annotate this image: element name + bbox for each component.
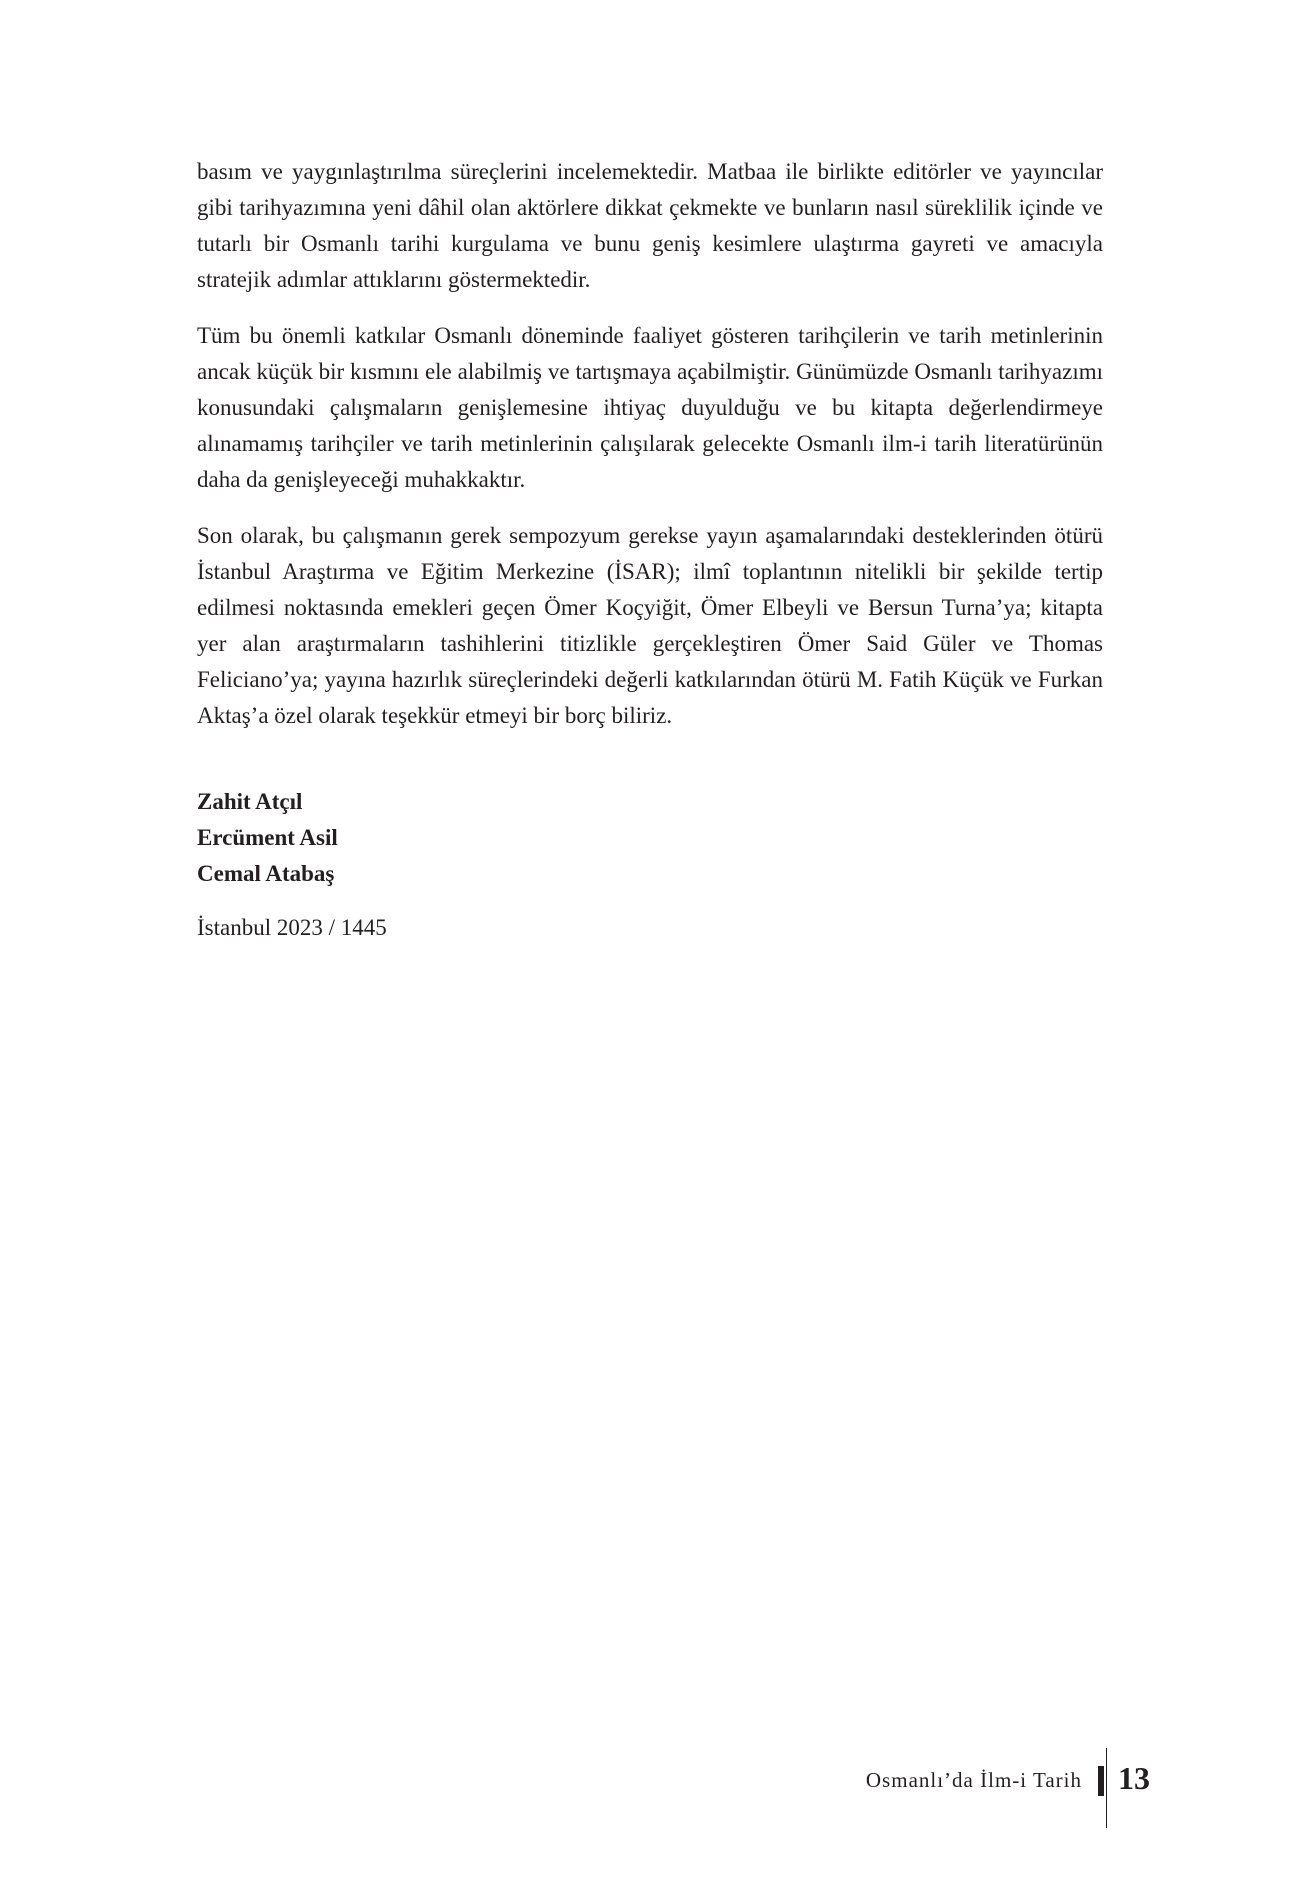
footer-divider	[1106, 1748, 1107, 1828]
place-date: İstanbul 2023 / 1445	[197, 915, 387, 940]
signature-name: Cemal Atabaş	[197, 861, 335, 886]
signature-name: Zahit Atçıl	[197, 789, 303, 814]
signature-block	[197, 784, 1103, 946]
page-footer	[0, 1748, 1300, 1828]
signature-name: Ercüment Asil	[197, 825, 338, 850]
footer-bar	[1098, 1766, 1104, 1796]
paragraph-1: basım ve yaygınlaştırılma süreçlerini incelemektedir. Matbaa ile birlikte editörler ve yayıncılar gibi tarihyazımına yeni dâhil olan aktörlere dikkat çekmekte ve bunların nasıl süreklilik içinde ve tutarlı bir Osmanlı tarihi kurgulama ve bunu geniş kesimlere ulaştırma gayreti ve amacıyla stratejik adımlar attıklarını göstermektedir.	[197, 159, 1103, 292]
running-title: Osmanlı’da İlm-i Tarih	[865, 1768, 1082, 1792]
page-number: 13	[1118, 1760, 1150, 1796]
paragraph-3: Son olarak, bu çalışmanın gerek sempozyum gerekse yayın aşamalarındaki desteklerinden ötürü İstanbul Araştırma ve Eğitim Merkezine (İSAR); ilmî toplantının nitelikli bir şekilde tertip edilmesi noktasında emekleri geçen Ömer Koçyiğit, Ömer Elbeyli ve Bersun Turna’ya; kitapta yer alan araştırmaların tashihlerini titizlikle gerçekleştiren Ömer Said Güler ve Thomas Feliciano’ya; yayına hazırlık süreçlerindeki değerli katkılarından ötürü M. Fatih Küçük ve Furkan Aktaş’a özel olarak teşekkür etmeyi bir borç biliriz.	[197, 523, 1103, 728]
paragraph-2: Tüm bu önemli katkılar Osmanlı döneminde faaliyet gösteren tarihçilerin ve tarih metinlerinin ancak küçük bir kısmını ele alabilmiş ve tartışmaya açabilmiştir. Günümüzde Osmanlı tarihyazımı konusundaki çalışmaların genişlemesine ihtiyaç duyulduğu ve bu kitapta değerlendirmeye alınamamış tarihçiler ve tarih metinlerinin çalışılarak gelecekte Osmanlı ilm-i tarih literatürünün daha da genişleyeceği muhakkaktır.	[197, 323, 1103, 492]
main-text	[197, 154, 1103, 946]
